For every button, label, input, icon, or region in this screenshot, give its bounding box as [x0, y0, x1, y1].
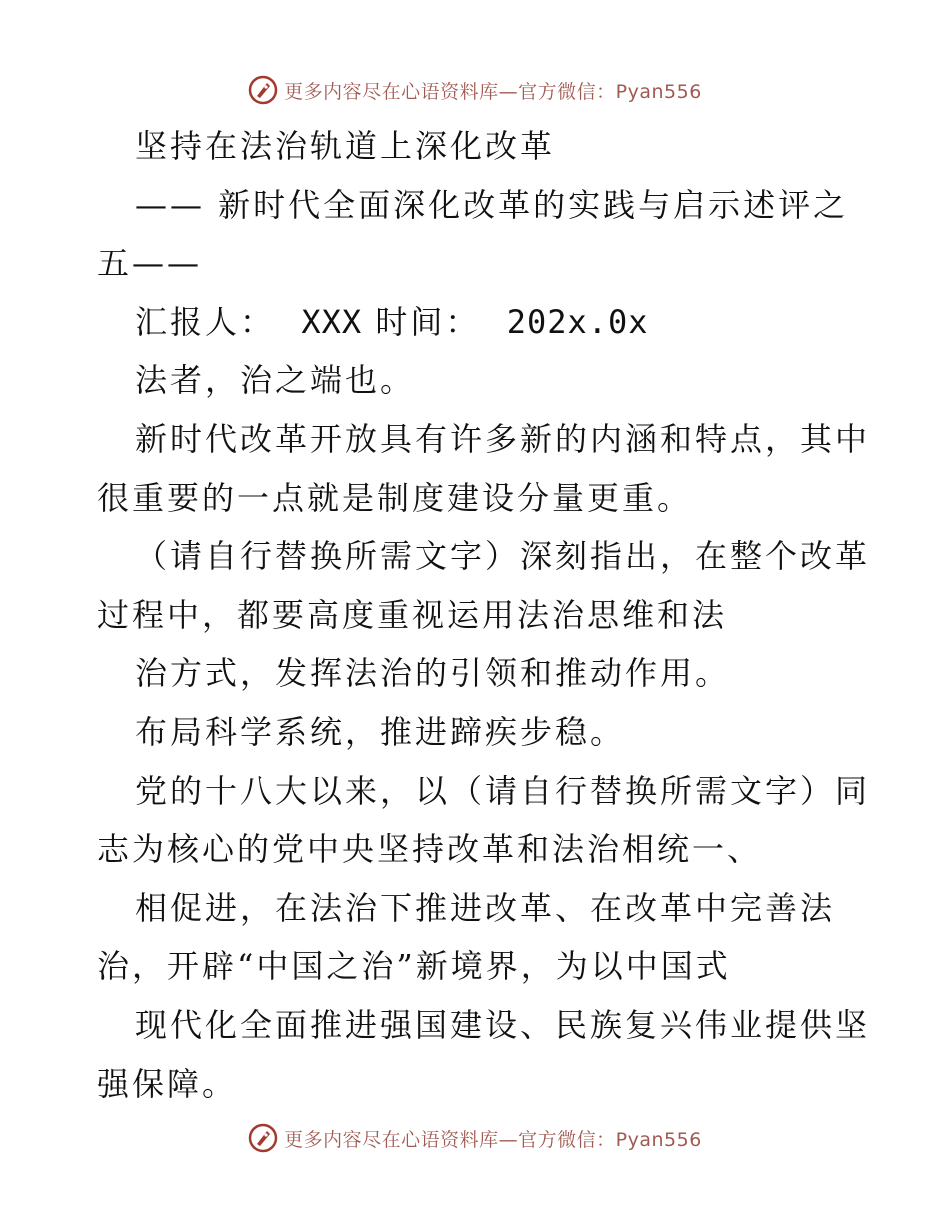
paragraph-line: 治方式，发挥法治的引领和推动作用。 [135, 654, 731, 693]
paragraph-line: 很重要的一点就是制度建设分量更重。 [97, 478, 693, 517]
paragraph-line: 志为核心的党中央坚持改革和法治相统一、 [97, 830, 763, 869]
reporter-time-line [97, 293, 857, 352]
reporter-value: XXX [301, 302, 363, 341]
time-label: 时间： [375, 302, 481, 341]
document-subtitle-line-2: 五—— [97, 244, 203, 283]
reporter-label: 汇报人： [135, 302, 276, 341]
time-value: 202x.0x [506, 302, 649, 341]
paragraph-line: 强保障。 [97, 1064, 238, 1103]
paragraph-line: 党的十八大以来，以（请自行替换所需文字）同 [135, 771, 871, 810]
pen-nib-logo-icon [248, 75, 278, 105]
watermark-text: 更多内容尽在心语资料库—官方微信：Pyan556 [284, 80, 702, 103]
paragraph-line: 相促进，在法治下推进改革、在改革中完善法 [135, 888, 836, 927]
document-subtitle-line-1: —— 新时代全面深化改革的实践与启示述评之 [135, 185, 849, 224]
paragraph-line: 过程中，都要高度重视运用法治思维和法 [97, 595, 728, 634]
footer-watermark [0, 1118, 950, 1158]
paragraph-line: 治，开辟“中国之治”新境界，为以中国式 [97, 947, 731, 986]
pen-nib-logo-icon [248, 1123, 278, 1153]
paragraph-line: 布局科学系统，推进蹄疾步稳。 [135, 712, 626, 751]
paragraph-line: 新时代改革开放具有许多新的内涵和特点，其中 [135, 419, 871, 458]
header-watermark [0, 70, 950, 110]
document-title: 坚持在法治轨道上深化改革 [135, 127, 556, 165]
document-body [97, 117, 871, 1113]
paragraph-line: （请自行替换所需文字）深刻指出，在整个改革 [135, 537, 871, 576]
watermark-text: 更多内容尽在心语资料库—官方微信：Pyan556 [284, 1128, 702, 1151]
paragraph-line: 法者，治之端也。 [135, 361, 416, 400]
paragraph-line: 现代化全面推进强国建设、民族复兴伟业提供坚 [135, 1005, 871, 1044]
